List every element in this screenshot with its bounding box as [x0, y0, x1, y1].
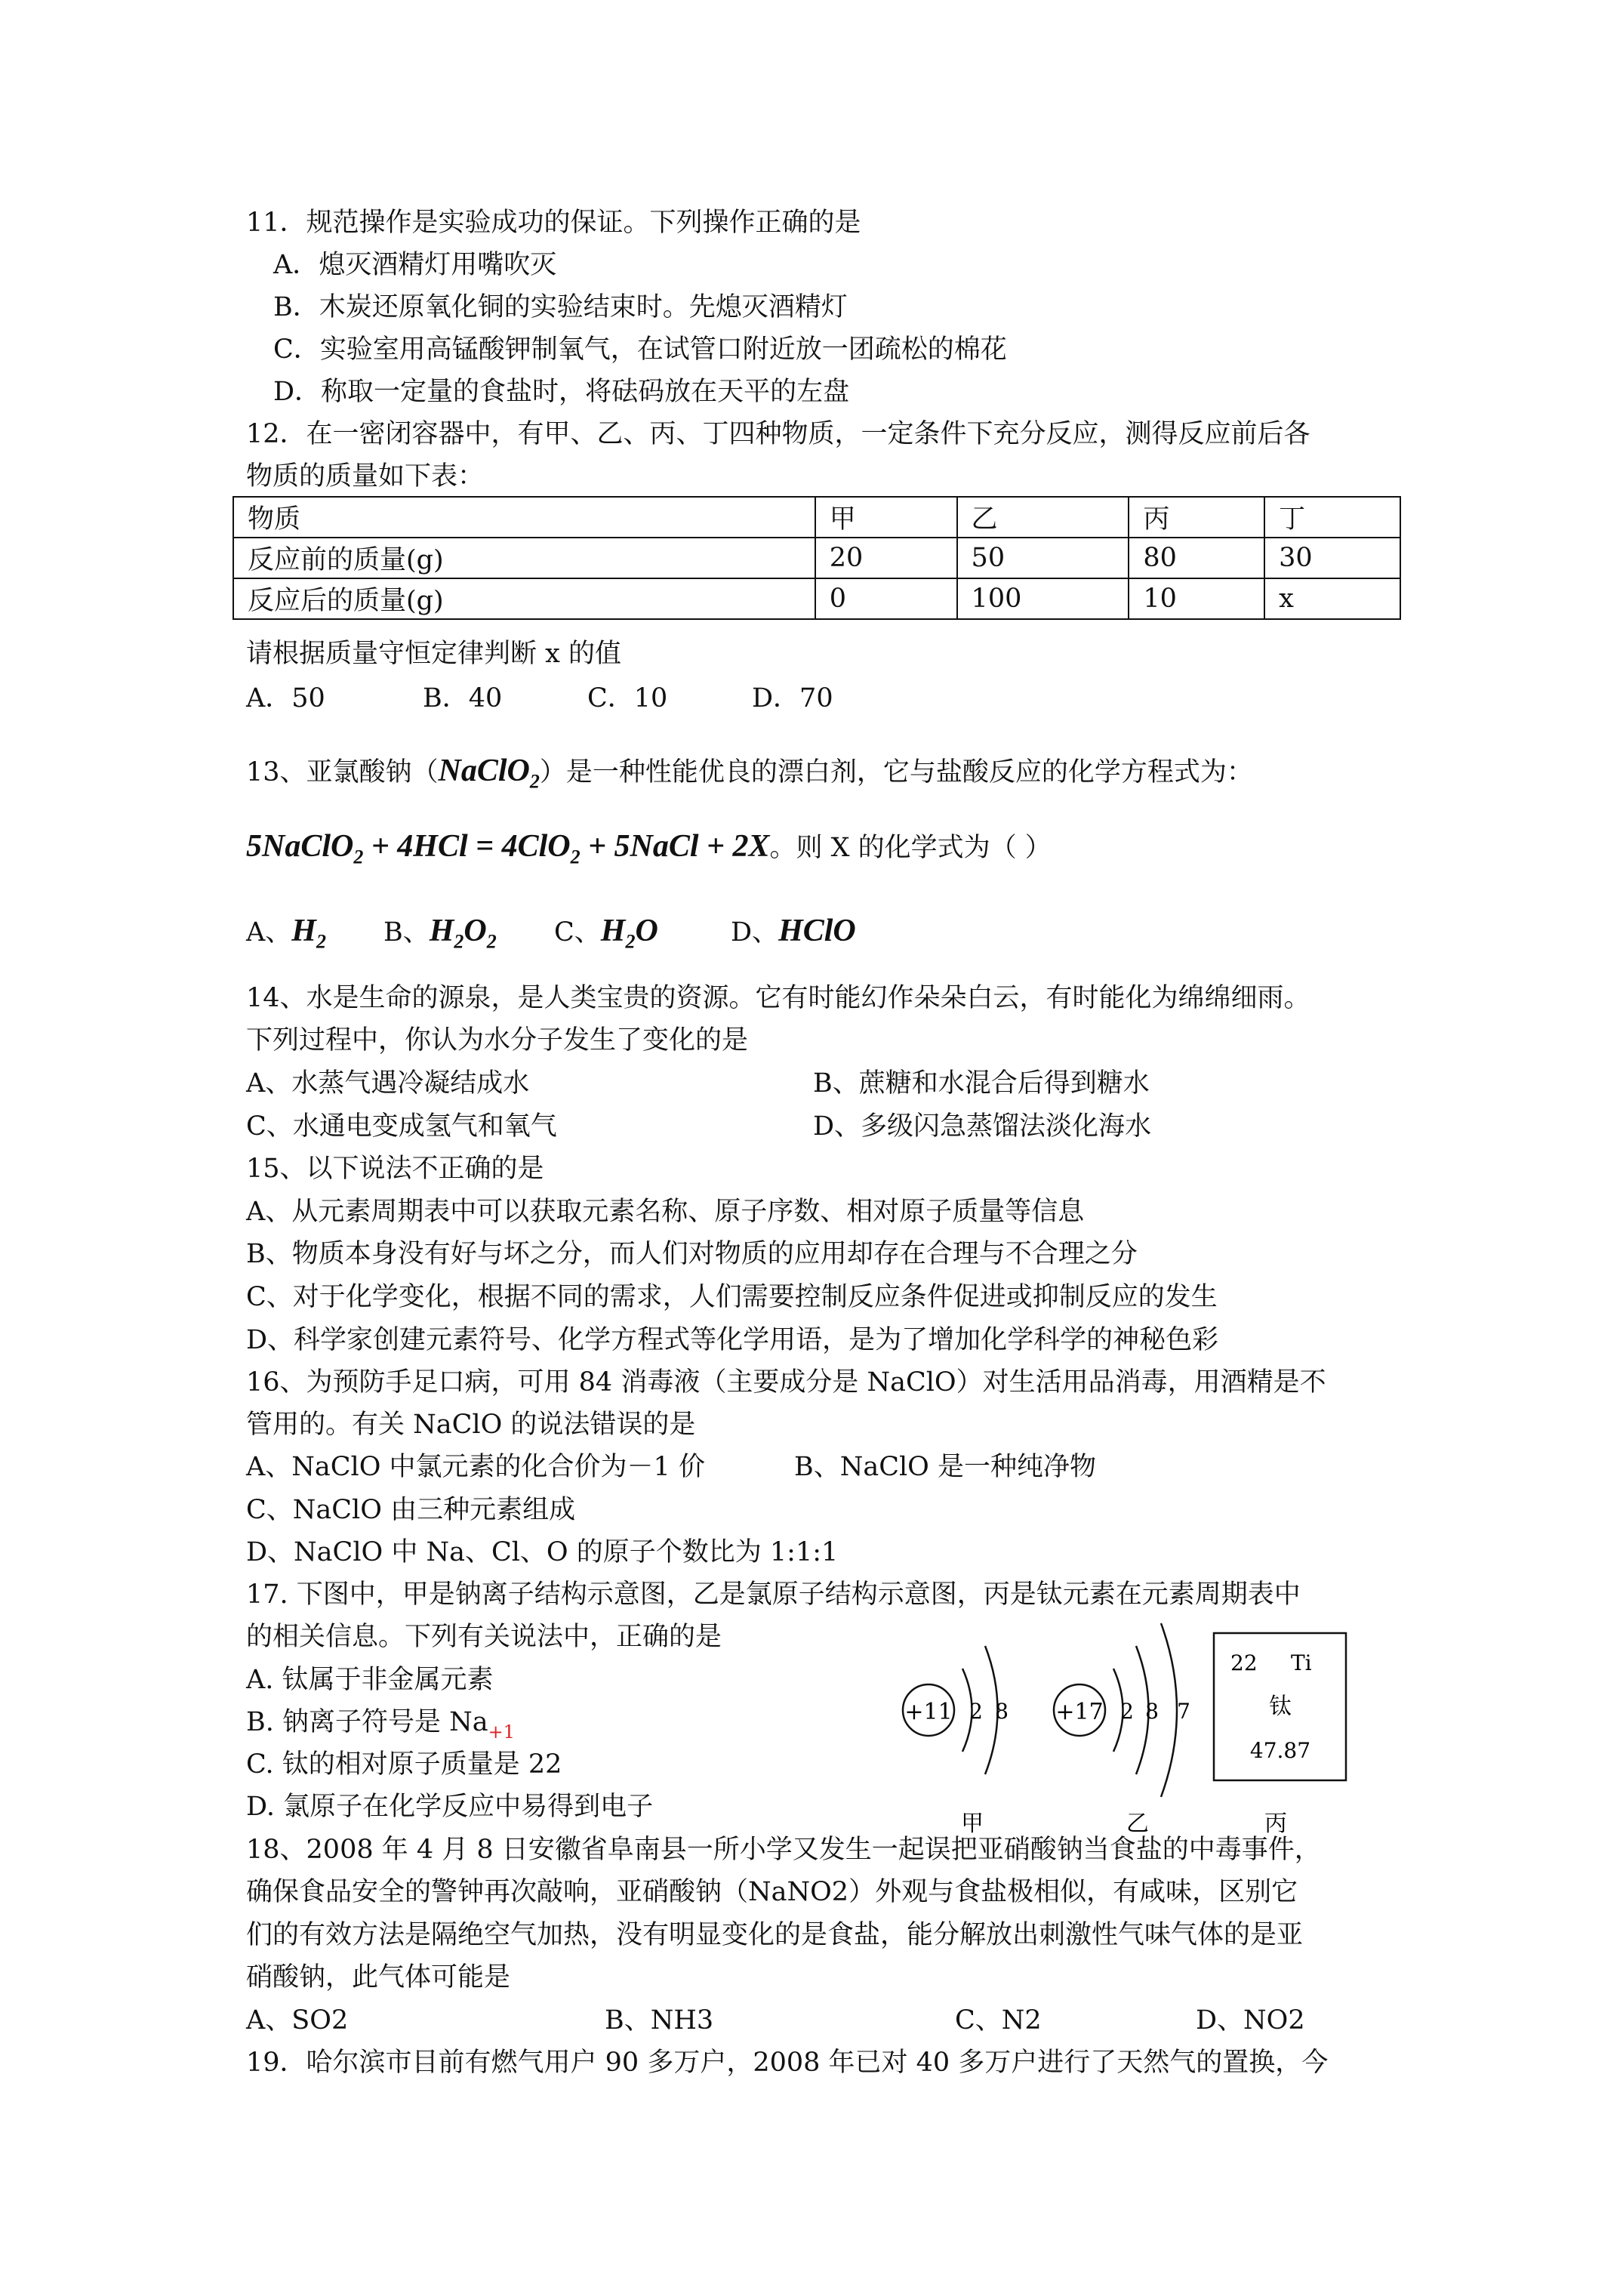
table-row — [233, 538, 1400, 578]
atomic-structure-diagram — [883, 1608, 1412, 1838]
eq-sub: 2 — [353, 846, 364, 868]
diagram-label-bing: 丙 — [1264, 1811, 1287, 1837]
q18-option-c: C、N2 — [955, 2005, 1042, 2036]
q11-option-d: D．称取一定量的食盐时，将砝码放在天平的左盘 — [273, 377, 850, 407]
charge-superscript: +1 — [488, 1721, 515, 1743]
q11-option-c: C．实验室用高锰酸钾制氧气，在试管口附近放一团疏松的棉花 — [273, 334, 1007, 365]
table-cell: 丁 — [1264, 497, 1400, 538]
q11-option-b: B．木炭还原氧化铜的实验结束时。先熄灭酒精灯 — [273, 292, 848, 322]
q18-line3: 们的有效方法是隔绝空气加热，没有明显变化的是食盐，能分解放出刺激性气味气体的是亚 — [246, 1920, 1304, 1950]
q13-post-text: ）是一种性能优良的漂白剂，它与盐酸反应的化学方程式为： — [539, 757, 1253, 787]
q19-stem: 19．哈尔滨市目前有燃气用户 90 多万户，2008 年已对 40 多万户进行了天然气的置换，今 — [246, 2048, 1329, 2078]
q16-option-a: A、NaClO 中氯元素的化合价为－1 价 — [246, 1452, 705, 1482]
q16-stem-line1: 16、为预防手足口病，可用 84 消毒液（主要成分是 NaClO）对生活用品消毒，用酒精是不 — [246, 1367, 1326, 1398]
option-formula — [429, 914, 497, 953]
q17-option-b — [246, 1705, 515, 1749]
q17-option-a: A. 钛属于非金属元素 — [246, 1665, 494, 1695]
q14-stem-line1: 14、水是生命的源泉，是人类宝贵的资源。它有时能幻作朵朵白云，有时能化为绵绵细雨。 — [246, 983, 1310, 1013]
q13-question: 。则 X 的化学式为（ ） — [769, 833, 1052, 863]
q13-pre-text: 13、亚氯酸钠（ — [246, 757, 439, 787]
cl-shell-count: 7 — [1177, 1699, 1190, 1724]
q14-option-b: B、蔗糖和水混合后得到糖水 — [813, 1068, 1150, 1099]
table-cell: 反应后的质量(g) — [233, 578, 815, 619]
formula-text: O — [635, 914, 658, 948]
table-cell: 丙 — [1129, 497, 1264, 538]
table-cell: 50 — [957, 538, 1129, 578]
q15-stem: 15、以下说法不正确的是 — [246, 1154, 544, 1184]
diagram-label-jia: 甲 — [961, 1811, 984, 1837]
q13-option-d — [731, 914, 856, 950]
q18-option-d: D、NO2 — [1196, 2005, 1305, 2036]
formula-sub: 2 — [316, 930, 326, 953]
sodium-ion-diagram — [903, 1646, 1009, 1774]
chemical-equation — [246, 829, 770, 868]
q17-stem-line1: 17. 下图中，甲是钠离子结构示意图，乙是氯原子结构示意图，丙是钛元素在元素周期表中 — [246, 1579, 1301, 1610]
titanium-element-box — [1214, 1633, 1346, 1780]
table-cell: 100 — [957, 578, 1129, 619]
q13-option-b — [383, 914, 497, 959]
q15-option-b: B、物质本身没有好与坏之分，而人们对物质的应用却存在合理与不合理之分 — [246, 1239, 1138, 1269]
q15-option-c: C、对于化学变化，根据不同的需求，人们需要控制反应条件促进或抑制反应的发生 — [246, 1282, 1218, 1312]
ti-atomic-mass: 47.87 — [1249, 1738, 1311, 1763]
option-text: B. 钠离子符号是 Na — [246, 1707, 488, 1737]
q18-option-a: A、SO2 — [246, 2005, 349, 2036]
q17-option-d: D. 氯原子在化学反应中易得到电子 — [246, 1792, 654, 1822]
cl-nucleus-label: +17 — [1055, 1699, 1104, 1725]
table-cell: 10 — [1129, 578, 1264, 619]
option-formula: HClO — [778, 914, 856, 948]
mass-table — [233, 496, 1401, 620]
eq-part: + 4HCl = 4ClO — [363, 829, 571, 864]
q11-option-a: A．熄灭酒精灯用嘴吹灭 — [273, 250, 557, 280]
q12-option-a: A．50 — [246, 683, 325, 713]
q18-option-b: B、NH3 — [605, 2005, 714, 2036]
q18-line1: 18、2008 年 4 月 8 日安徽省阜南县一所小学又发生一起误把亚硝酸钠当食盐的中毒事件， — [246, 1835, 1321, 1865]
formula-sub: 2 — [529, 770, 540, 793]
table-cell: 物质 — [233, 497, 815, 538]
formula-text: NaClO — [438, 754, 530, 788]
table-cell: 80 — [1129, 538, 1264, 578]
cl-shell-count: 8 — [1145, 1699, 1159, 1724]
q16-option-d: D、NaClO 中 Na、Cl、O 的原子个数比为 1:1:1 — [246, 1537, 839, 1567]
q16-option-c: C、NaClO 由三种元素组成 — [246, 1495, 576, 1525]
option-label: B、 — [383, 917, 430, 948]
q15-option-d: D、科学家创建元素符号、化学方程式等化学用语，是为了增加化学科学的神秘色彩 — [246, 1325, 1219, 1355]
table-cell: 30 — [1264, 538, 1400, 578]
q14-option-c: C、水通电变成氢气和氧气 — [246, 1111, 557, 1142]
eq-part: + 5NaCl + 2X — [580, 829, 770, 864]
formula-text: H — [291, 914, 316, 948]
cl-shell-count: 2 — [1120, 1699, 1134, 1724]
option-label: D、 — [731, 917, 779, 948]
ti-name: 钛 — [1269, 1693, 1292, 1720]
na-nucleus-label: +11 — [904, 1699, 953, 1725]
q12-stem-line2: 物质的质量如下表： — [246, 461, 485, 492]
q12-option-b: B．40 — [423, 683, 503, 713]
q17-stem-line2: 的相关信息。下列有关说法中，正确的是 — [246, 1622, 722, 1652]
table-cell: 乙 — [957, 497, 1129, 538]
table-cell: 反应前的质量(g) — [233, 538, 815, 578]
ti-symbol: Ti — [1291, 1650, 1312, 1675]
option-formula — [291, 914, 326, 953]
q17-option-c: C. 钛的相对原子质量是 22 — [246, 1749, 562, 1780]
formula-sub: 2 — [486, 930, 497, 953]
naclo2-formula — [438, 754, 540, 793]
diagram-label-yi: 乙 — [1126, 1811, 1149, 1837]
table-cell: 20 — [815, 538, 957, 578]
eq-sub: 2 — [570, 846, 581, 868]
option-label: C、 — [554, 917, 601, 948]
q13-option-a — [246, 914, 326, 959]
q18-line2: 确保食品安全的警钟再次敲响，亚硝酸钠（NaNO2）外观与食盐极相似，有咸味，区别它 — [246, 1877, 1298, 1907]
option-label: A、 — [246, 917, 292, 948]
q13-option-c — [554, 914, 658, 959]
cl-shell-arc — [1161, 1623, 1177, 1797]
q14-option-d: D、多级闪急蒸馏法淡化海水 — [813, 1111, 1152, 1142]
formula-sub: 2 — [625, 930, 636, 953]
table-row — [233, 578, 1400, 619]
q16-option-b: B、NaClO 是一种纯净物 — [794, 1452, 1097, 1482]
q11-stem: 11．规范操作是实验成功的保证。下列操作正确的是 — [246, 208, 861, 238]
q14-option-a: A、水蒸气遇冷凝结成水 — [246, 1068, 530, 1099]
table-cell: x — [1264, 578, 1400, 619]
q12-option-d: D．70 — [752, 683, 833, 713]
q14-stem-line2: 下列过程中，你认为水分子发生了变化的是 — [246, 1025, 749, 1056]
q12-stem-line1: 12．在一密闭容器中，有甲、乙、丙、丁四种物质，一定条件下充分反应，测得反应前后各 — [246, 419, 1310, 449]
chlorine-atom-diagram — [1054, 1623, 1190, 1797]
ti-atomic-number: 22 — [1230, 1650, 1258, 1675]
option-formula — [600, 914, 658, 953]
table-cell: 0 — [815, 578, 957, 619]
eq-part: 5NaClO — [246, 829, 354, 864]
q18-line4: 硝酸钠，此气体可能是 — [246, 1962, 511, 1992]
formula-text: H — [600, 914, 626, 948]
table-cell: 甲 — [815, 497, 957, 538]
q13-stem — [246, 754, 1253, 799]
formula-text: O — [463, 914, 487, 948]
na-shell-count: 2 — [969, 1699, 983, 1724]
q13-equation-line — [246, 829, 1052, 874]
q12-option-c: C．10 — [587, 683, 668, 713]
na-shell-count: 8 — [995, 1699, 1009, 1724]
q15-option-a: A、从元素周期表中可以获取元素名称、原子序数、相对原子质量等信息 — [246, 1197, 1085, 1227]
formula-text: H — [429, 914, 454, 948]
q16-stem-line2: 管用的。有关 NaClO 的说法错误的是 — [246, 1410, 696, 1440]
table-header-row — [233, 497, 1400, 538]
formula-sub: 2 — [454, 930, 464, 953]
q12-after-text: 请根据质量守恒定律判断 x 的值 — [246, 639, 621, 669]
